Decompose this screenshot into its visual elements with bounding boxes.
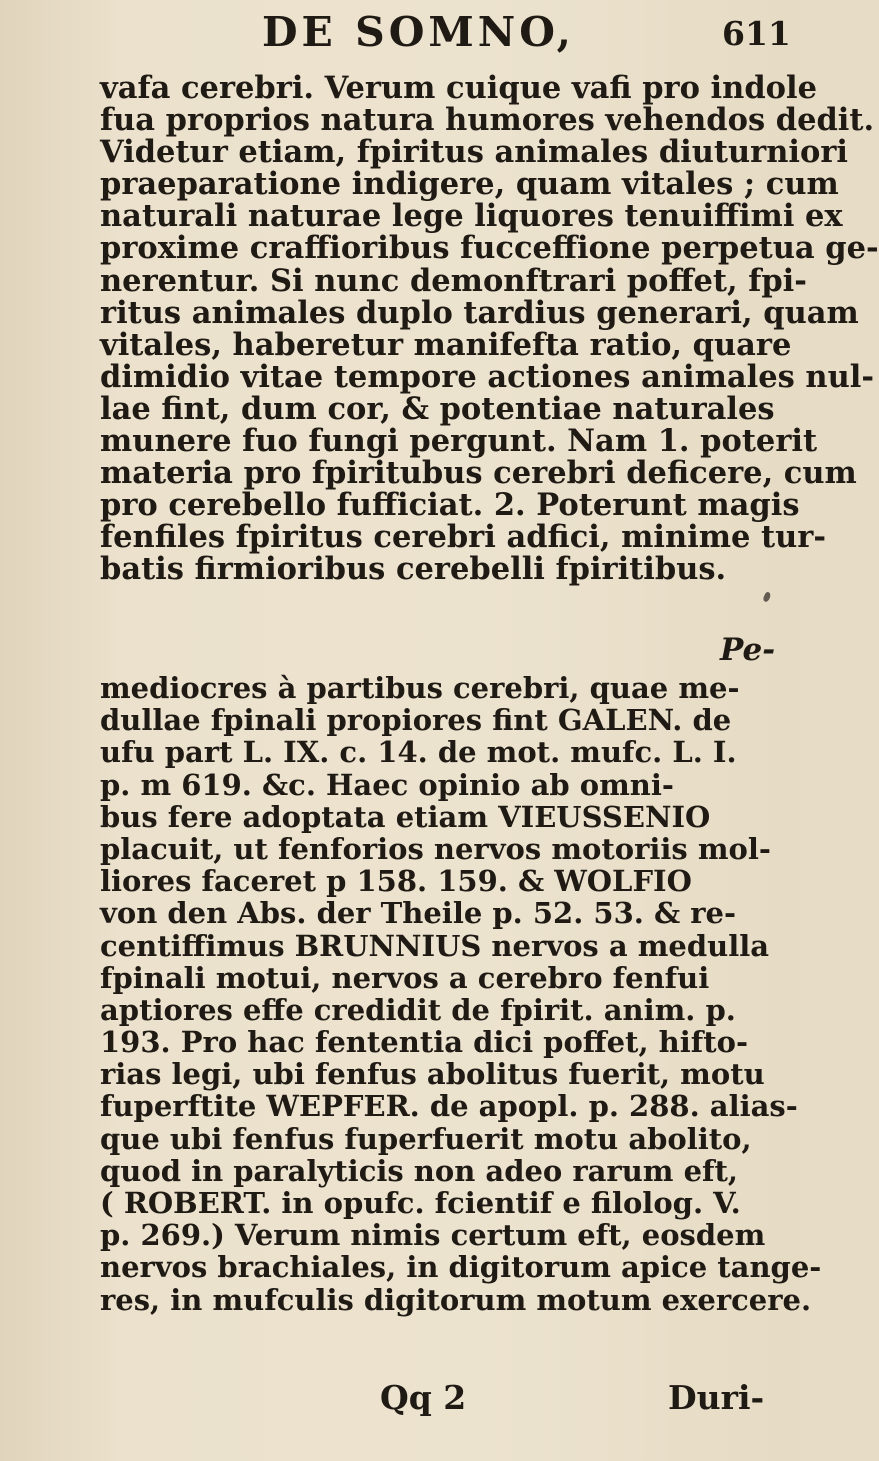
text-line: materia pro fpiritubus cerebri deficere, cum — [100, 455, 857, 492]
text-line: liores faceret p 158. 159. & WOLFIO — [100, 864, 692, 899]
signature-mark: Qq 2 — [380, 1378, 467, 1417]
text-line: nervos brachiales, in digitorum apice tange- — [100, 1250, 822, 1285]
catchword-top: Pe- — [720, 632, 776, 668]
text-line: p. 269.) Verum nimis certum eft, eosdem — [100, 1218, 766, 1253]
text-line: 193. Pro hac fententia dici poffet, hifto- — [100, 1025, 748, 1060]
text-line: lae fint, dum cor, & potentiae naturales — [100, 390, 775, 427]
text-line: dimidio vitae tempore actiones animales nul- — [100, 358, 875, 395]
text-line: placuit, ut fenforios nervos motoriis mol- — [100, 831, 771, 866]
text-line: que ubi fenfus fuperfuerit motu abolito, — [100, 1121, 752, 1156]
text-line: centiffimus BRUNNIUS nervos a medulla — [100, 928, 770, 963]
text-line: naturali naturae lege liquores tenuiffimi ex — [100, 198, 843, 235]
text-line: quod in paralyticis non adeo rarum eft, — [100, 1153, 738, 1188]
text-line: vafa cerebri. Verum cuique vafi pro indole — [100, 70, 817, 106]
paragraph-2 — [100, 671, 822, 1317]
running-title: DE SOMNO, — [262, 8, 575, 56]
text-line: dullae fpinali propiores fint GALEN. de — [100, 703, 732, 738]
page-header — [0, 8, 801, 58]
page-number: 611 — [722, 14, 791, 53]
text-line: rias legi, ubi fenfus abolitus fuerit, motu — [100, 1057, 765, 1092]
text-line: mediocres à partibus cerebri, quae me- — [100, 671, 740, 705]
text-line: ( ROBERT. in opufc. fcientif e filolog. V. — [100, 1186, 741, 1220]
text-line: fpinali motui, nervos a cerebro fenfui — [100, 960, 710, 995]
ink-spot — [762, 591, 772, 603]
text-line: praeparatione indigere, quam vitales ; cum — [100, 166, 839, 203]
text-line: munere fuo fungi pergunt. Nam 1. poterit — [100, 423, 818, 460]
text-line: proxime craffioribus fucceffione perpetua ge- — [100, 230, 879, 267]
text-line: aptiores effe credidit de fpirit. anim. p. — [100, 992, 736, 1027]
text-line: ufu part L. IX. c. 14. de mot. mufc. L. I. — [100, 735, 737, 770]
text-line: nerentur. Si nunc demonftrari poffet, fpi- — [100, 262, 807, 299]
text-line: res, in mufculis digitorum motum exercere. — [100, 1282, 812, 1317]
text-line: vitales, haberetur manifefta ratio, quare — [100, 326, 792, 363]
text-line: pro cerebello fufficiat. 2. Poterunt magis — [100, 487, 800, 524]
text-line: von den Abs. der Theile p. 52. 53. & re- — [100, 896, 736, 931]
text-line: bus fere adoptata etiam VIEUSSENIO — [100, 799, 711, 834]
page-footer — [0, 1378, 801, 1428]
text-line: fuperftite WEPFER. de apopl. p. 288. alias- — [100, 1089, 798, 1124]
paragraph-1 — [100, 70, 879, 588]
text-line: Videtur etiam, fpiritus animales diuturniori — [100, 134, 849, 171]
text-line: fenfiles fpiritus cerebri adfici, minime tur- — [100, 519, 827, 556]
text-line: fua proprios natura humores vehendos dedit. — [100, 102, 875, 139]
text-line: ritus animales duplo tardius generari, quam — [100, 294, 859, 331]
text-line: p. m 619. &c. Haec opinio ab omni- — [100, 767, 674, 802]
text-line: batis firmioribus cerebelli fpiritibus. — [100, 551, 727, 588]
catchword-bottom: Duri- — [668, 1378, 765, 1417]
